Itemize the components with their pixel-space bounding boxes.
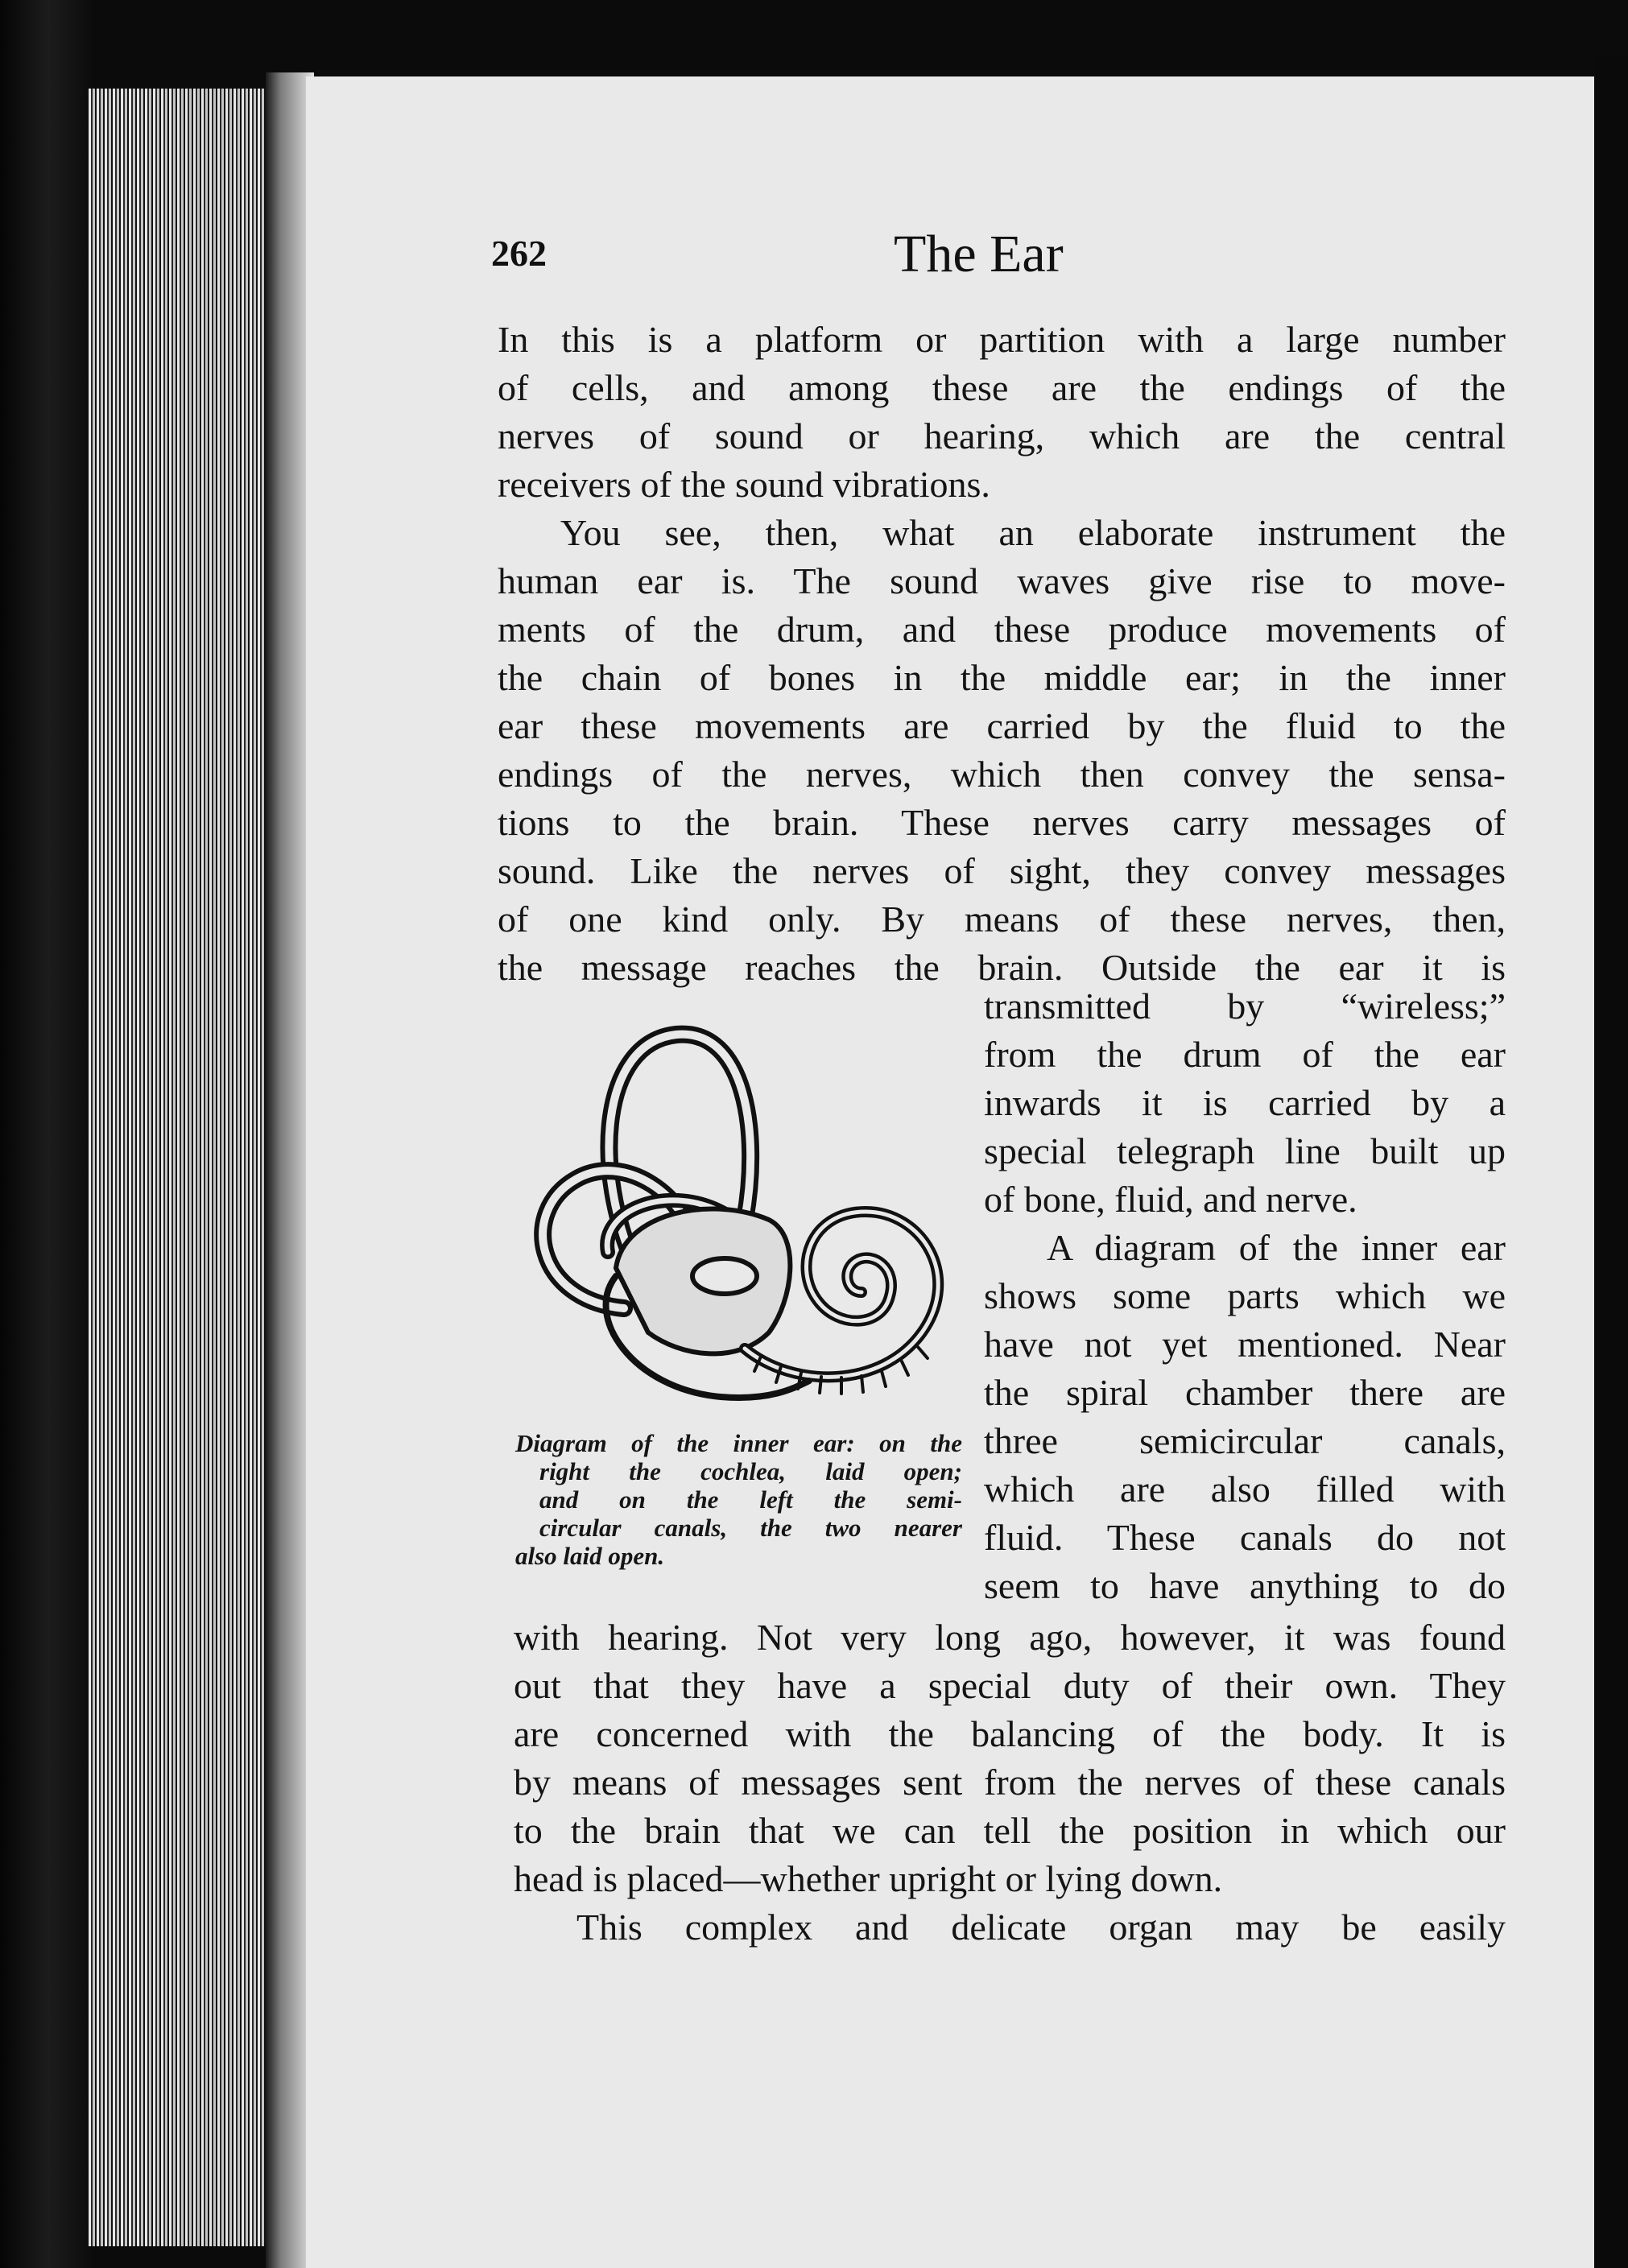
text-line: of bone, fluid, and nerve.	[984, 1179, 1357, 1220]
text-line: ear these movements are carried by the fluid to the	[498, 705, 1506, 746]
text-line: ments of the drum, and these produce movements of	[498, 609, 1506, 650]
text-line: which are also filled with	[984, 1469, 1506, 1510]
caption-line: Diagram of the inner ear: on the	[515, 1429, 962, 1457]
text-line: of one kind only. By means of these nerves, then,	[498, 899, 1506, 940]
page-number: 262	[491, 233, 547, 274]
inner-ear-illustration	[503, 1010, 970, 1429]
caption-line: and on the left the semi-	[539, 1485, 962, 1514]
text-line: from the drum of the ear	[984, 1034, 1506, 1075]
text-line: nerves of sound or hearing, which are the central	[498, 415, 1506, 456]
text-line: out that they have a special duty of their own. They	[514, 1665, 1506, 1706]
text-line: receivers of the sound vibrations.	[498, 464, 990, 505]
text-line: to the brain that we can tell the position in which our	[514, 1810, 1506, 1851]
text-line: fluid. These canals do not	[984, 1517, 1506, 1558]
text-line: shows some parts which we	[984, 1275, 1506, 1316]
text-line: In this is a platform or partition with a large number	[498, 319, 1506, 360]
text-line: three semicircular canals,	[984, 1420, 1506, 1461]
book-cover	[0, 0, 97, 2268]
text-line: special telegraph line built up	[984, 1130, 1506, 1171]
text-line: with hearing. Not very long ago, however, it was found	[514, 1617, 1506, 1658]
text-line: head is placed—whether upright or lying down.	[514, 1858, 1223, 1899]
text-line: are concerned with the balancing of the body. It is	[514, 1713, 1506, 1754]
text-line: the message reaches the brain. Outside the ear it is	[498, 947, 1506, 988]
text-line: seem to have anything to do	[984, 1565, 1506, 1606]
text-block-top	[498, 316, 1506, 992]
page-edges	[89, 89, 282, 2246]
text-line: inwards it is carried by a	[984, 1082, 1506, 1123]
caption-line: also laid open.	[515, 1542, 665, 1570]
text-line: A diagram of the inner ear	[1047, 1227, 1506, 1268]
right-background	[1596, 56, 1628, 2268]
text-line: You see, then, what an elaborate instrument the	[560, 512, 1506, 553]
text-block-right	[984, 982, 1506, 1610]
text-line: human ear is. The sound waves give rise to move-	[498, 560, 1506, 601]
caption-line: right the cochlea, laid open;	[539, 1457, 962, 1485]
text-line: have not yet mentioned. Near	[984, 1324, 1506, 1365]
text-line: transmitted by “wireless;”	[984, 985, 1506, 1027]
caption-line: circular canals, the two nearer	[539, 1514, 962, 1542]
text-line: the spiral chamber there are	[984, 1372, 1506, 1413]
inner-ear-diagram	[503, 1010, 970, 1429]
text-line: the chain of bones in the middle ear; in the inner	[498, 657, 1506, 698]
text-line: of cells, and among these are the endings of the	[498, 367, 1506, 408]
running-head: The Ear	[894, 225, 1064, 283]
text-line: sound. Like the nerves of sight, they convey messages	[498, 850, 1506, 891]
text-block-bottom	[514, 1613, 1506, 1952]
text-line: This complex and delicate organ may be easily	[576, 1907, 1506, 1948]
text-line: by means of messages sent from the nerves of these canals	[514, 1762, 1506, 1803]
figure-caption	[515, 1429, 962, 1570]
text-line: tions to the brain. These nerves carry messages of	[498, 802, 1506, 843]
text-line: endings of the nerves, which then convey the sensa-	[498, 754, 1506, 795]
